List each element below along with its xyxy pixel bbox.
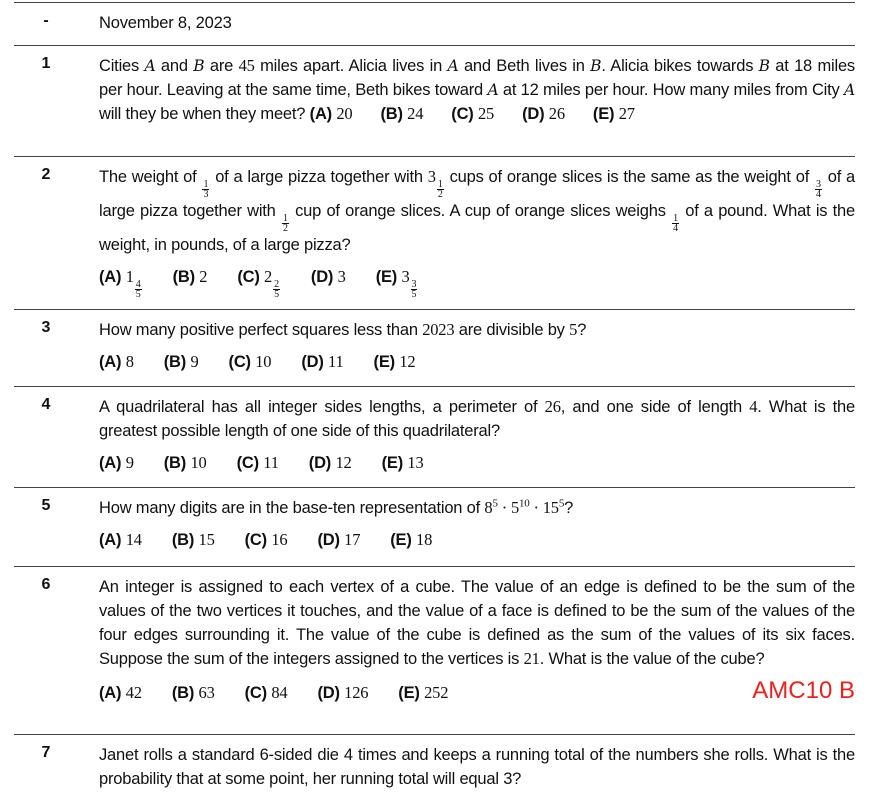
text-segment: Janet rolls a standard 6-sided die 4 times and keeps a running total of the numbers she rolls. What is the probability that at some point, her running total will equal 3?: [99, 746, 855, 788]
answer-choice-d: [317, 681, 368, 705]
answer-choice-b: [172, 681, 215, 705]
choice-label: (A): [309, 105, 332, 123]
question-row: [14, 309, 855, 386]
choice-label: (A): [99, 454, 122, 472]
math-number: 4: [749, 397, 758, 416]
text-segment: Cities: [99, 57, 145, 75]
answer-choice-c: [229, 350, 272, 374]
math-number: 14: [125, 530, 142, 549]
choice-label: (A): [99, 268, 122, 286]
fraction-denominator: 4: [816, 189, 821, 200]
math-number: 15: [198, 530, 215, 549]
math-variable: B: [590, 57, 602, 75]
text-segment: of a large pizza together with: [99, 168, 855, 220]
choice-label: (B): [163, 353, 187, 371]
question-number: 5: [41, 497, 51, 514]
text-segment: of a pound. What is the weight, in pounds, of a large pizza?: [99, 202, 855, 254]
fraction-numerator: 4: [135, 279, 141, 290]
math-number: 21: [523, 649, 540, 668]
choice-label: (D): [310, 268, 334, 286]
answer-choice-e: [398, 681, 448, 705]
text-segment: of a large pizza together with: [210, 168, 428, 186]
text-segment: at 18 miles per hour. Leaving at the same time, Beth bikes toward: [99, 57, 855, 99]
choice-label: (D): [317, 684, 340, 702]
question-row: [14, 566, 855, 734]
choice-label: (E): [381, 454, 403, 472]
choice-label: (B): [380, 105, 403, 123]
math-number: 24: [407, 104, 424, 123]
text-segment: , and one side of length: [560, 398, 750, 416]
header-marker: -: [43, 12, 49, 29]
choice-label: (C): [244, 684, 267, 702]
text-segment: How many digits are in the base-ten representation of: [99, 499, 485, 517]
text-segment: . Alicia bikes towards: [601, 57, 759, 75]
answer-choice-a: [99, 265, 143, 299]
math-number: 2: [199, 267, 208, 286]
fraction-numerator: 1: [673, 213, 678, 224]
choice-label: (D): [317, 531, 340, 549]
math-variable: B: [193, 57, 205, 75]
answer-choices: [99, 265, 855, 299]
math-number: 3: [401, 267, 410, 286]
question-body: [99, 387, 855, 475]
math-number: 45: [238, 56, 255, 75]
text-segment: ?: [577, 321, 587, 339]
answer-choice-e: [374, 350, 416, 374]
answer-choice-b: [164, 451, 207, 475]
question-number: 1: [41, 55, 51, 72]
question-row: [14, 156, 855, 309]
answer-choice-c: [451, 105, 494, 123]
math-fraction: [135, 280, 142, 299]
math-number: 42: [125, 683, 142, 702]
question-row: [14, 45, 855, 156]
answer-choice-a: [99, 528, 142, 552]
watermark-label: AMC10 B: [752, 677, 855, 704]
choice-label: (B): [172, 268, 195, 286]
question-number: 4: [41, 396, 51, 413]
fraction-denominator: 2: [437, 189, 443, 200]
question-body: [99, 157, 855, 299]
math-variable: A: [447, 57, 459, 75]
answer-choice-c: [237, 265, 281, 299]
fraction-numerator: 1: [282, 213, 288, 224]
answer-choices: [99, 528, 855, 552]
choice-label: (C): [244, 531, 267, 549]
math-number: · 5: [497, 498, 519, 517]
answer-choice-d: [317, 528, 360, 552]
choice-label: (C): [228, 353, 251, 371]
math-fraction: [202, 180, 209, 199]
fraction-denominator: 5: [411, 289, 417, 300]
math-number: 1: [125, 267, 134, 286]
question-text: [99, 54, 855, 126]
answer-choice-c: [237, 451, 279, 475]
math-number: 16: [271, 530, 288, 549]
choice-label: (E): [592, 105, 615, 123]
math-number: 27: [618, 104, 635, 123]
answer-choice-b: [173, 265, 208, 289]
math-number: 126: [344, 683, 369, 702]
math-number: 12: [335, 453, 352, 472]
text-segment: are divisible by: [454, 321, 570, 339]
text-segment: . What is the value of the cube?: [539, 650, 765, 668]
answer-choices: [99, 350, 855, 374]
choice-label: (B): [171, 684, 195, 702]
text-segment: The weight of: [99, 168, 202, 186]
fraction-denominator: 4: [673, 223, 678, 234]
math-number: 8: [125, 352, 134, 371]
text-segment: A quadrilateral has all integer sides lengths, a perimeter of: [99, 398, 545, 416]
question-text: [99, 743, 855, 791]
question-body: [99, 567, 855, 705]
text-segment: cup of orange slices. A cup of orange slices weighs: [289, 202, 672, 220]
math-number: 84: [271, 683, 288, 702]
choice-label: (B): [171, 531, 195, 549]
math-fraction: [282, 214, 289, 233]
question-number: 6: [41, 576, 51, 593]
answer-choice-b: [172, 528, 215, 552]
answer-choices: [99, 451, 855, 475]
answer-choice-e: [593, 105, 635, 123]
math-number: 11: [328, 352, 344, 371]
math-number: 2: [264, 267, 273, 286]
question-number: 2: [41, 166, 51, 183]
answer-choice-d: [522, 105, 565, 123]
fraction-numerator: 2: [274, 279, 279, 290]
answer-choice-c: [245, 528, 288, 552]
math-number: 3: [427, 167, 436, 186]
math-number: 12: [399, 352, 416, 371]
answer-choice-a: [99, 451, 134, 475]
math-number: 63: [198, 683, 215, 702]
math-number: 9: [125, 453, 134, 472]
answer-choice-c: [245, 681, 288, 705]
math-number: 2023: [422, 320, 455, 339]
header-row: [14, 2, 855, 45]
question-text: [99, 575, 855, 671]
question-number: 7: [41, 744, 51, 761]
question-body: [99, 488, 855, 552]
choice-label: (C): [236, 454, 259, 472]
question-text: [99, 165, 855, 257]
answer-choice-a: [99, 681, 142, 705]
question-body: [99, 310, 855, 374]
math-number: 3: [337, 267, 346, 286]
question-row: [14, 487, 855, 566]
math-number: 8: [484, 498, 493, 517]
math-number: 9: [190, 352, 199, 371]
question-row: [14, 386, 855, 487]
math-exponent: 5: [558, 497, 565, 510]
math-number: 18: [416, 530, 433, 549]
fraction-numerator: 3: [411, 279, 417, 290]
choice-label: (D): [301, 353, 324, 371]
choice-label: (E): [375, 268, 398, 286]
text-segment: will they be when they meet?: [99, 105, 310, 123]
math-number: 25: [477, 104, 495, 123]
answer-choice-b: [164, 350, 199, 374]
question-text: [99, 395, 855, 443]
choice-label: (D): [522, 105, 545, 123]
math-number: · 15: [529, 498, 559, 517]
choice-label: (B): [163, 454, 187, 472]
math-variable: A: [144, 57, 156, 75]
math-exponent: 5: [492, 497, 498, 510]
answer-choice-d: [309, 451, 352, 475]
header-date: November 8, 2023: [99, 14, 232, 32]
text-segment: and Beth lives in: [458, 57, 591, 75]
math-fraction: [815, 180, 822, 199]
problem-document: [14, 2, 855, 801]
answer-choice-e: [382, 451, 424, 475]
fraction-denominator: 5: [135, 289, 141, 300]
fraction-denominator: 2: [282, 223, 288, 234]
math-number: 20: [336, 104, 353, 123]
text-segment: ?: [564, 499, 574, 517]
answer-choices: [99, 679, 855, 705]
fraction-numerator: 1: [437, 179, 443, 190]
fraction-denominator: 3: [203, 189, 209, 200]
choice-label: (C): [451, 105, 474, 123]
answer-choice-d: [301, 350, 343, 374]
math-variable: A: [487, 81, 499, 99]
text-segment: cups of orange slices is the same as the weight of: [444, 168, 814, 186]
math-number: 10: [190, 453, 207, 472]
answer-choice-a: [310, 105, 353, 123]
math-number: 17: [344, 530, 361, 549]
math-fraction: [672, 214, 679, 233]
text-segment: are: [204, 57, 239, 75]
math-number: 26: [544, 397, 561, 416]
choice-label: (D): [308, 454, 332, 472]
fraction-numerator: 3: [816, 179, 821, 190]
text-segment: miles apart. Alicia lives in: [254, 57, 448, 75]
question-body: [99, 735, 855, 791]
question-row: [14, 734, 855, 801]
answer-choice-b: [380, 105, 423, 123]
math-number: 10: [255, 352, 272, 371]
answer-choice-e: [376, 265, 419, 299]
text-segment: An integer is assigned to each vertex of a cube. The value of an edge is defined to be the sum of the values of the two vertices it touches, and the value of a face is defined to be the sum of the values of the four edges surrounding it. The value of the cube is defined as the sum of the values of its six faces. Suppose the sum of the integers assigned to the vertices is: [99, 578, 855, 668]
math-variable: B: [758, 57, 770, 75]
math-number: 13: [407, 453, 424, 472]
choice-label: (A): [99, 353, 122, 371]
text-segment: . What is the greatest possible length of one side of this quadrilateral?: [99, 398, 855, 440]
math-number: 252: [424, 683, 449, 702]
choice-label: (A): [99, 684, 122, 702]
fraction-denominator: 5: [274, 289, 279, 300]
choice-label: (C): [237, 268, 260, 286]
choice-label: (A): [99, 531, 122, 549]
choice-label: (E): [398, 684, 420, 702]
text-segment: and: [155, 57, 194, 75]
math-variable: A: [844, 81, 855, 99]
question-number: 3: [41, 319, 51, 336]
answer-choice-d: [311, 265, 346, 289]
text-segment: How many positive perfect squares less than: [99, 321, 423, 339]
math-fraction: [411, 280, 418, 299]
math-number: 26: [548, 104, 565, 123]
fraction-numerator: 1: [203, 179, 209, 190]
math-fraction: [273, 280, 280, 299]
question-text: [99, 318, 855, 342]
text-segment: at 12 miles per hour. How many miles from City: [498, 81, 844, 99]
question-text: [99, 496, 855, 520]
question-body: [99, 46, 855, 126]
answer-choice-e: [390, 528, 432, 552]
math-number: 11: [263, 453, 279, 472]
math-fraction: [437, 180, 444, 199]
choice-label: (E): [373, 353, 395, 371]
choice-label: (E): [390, 531, 412, 549]
math-exponent: 10: [519, 497, 530, 510]
answer-choice-a: [99, 350, 134, 374]
math-number: 5: [569, 320, 578, 339]
